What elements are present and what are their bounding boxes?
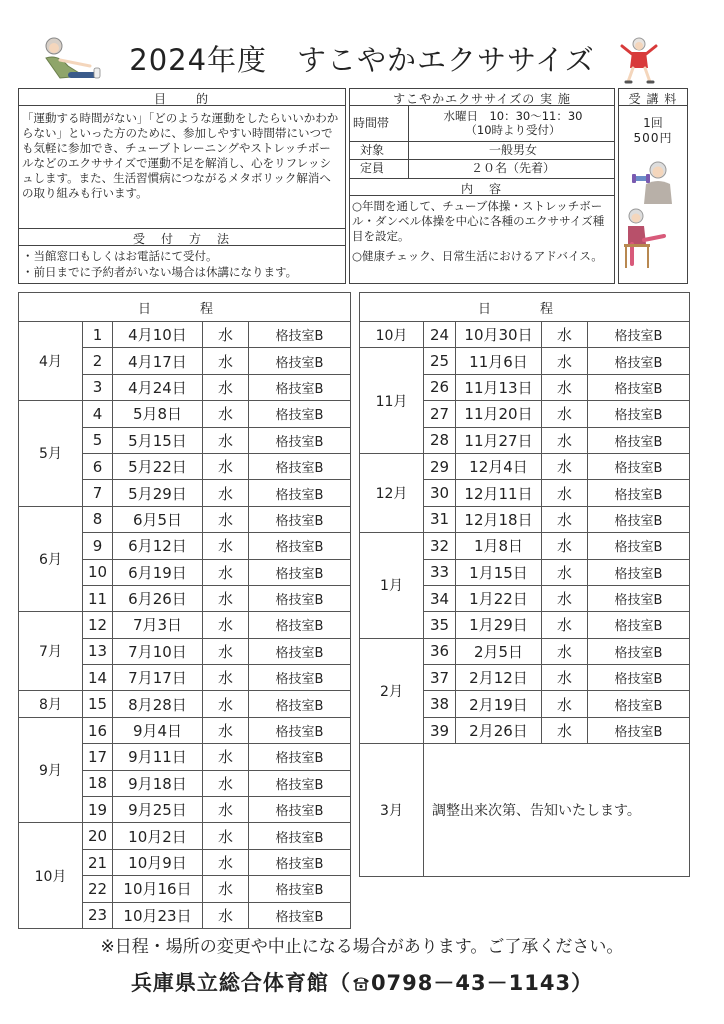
purpose-heading: 目 的: [153, 92, 210, 106]
session-room: 格技室B: [588, 480, 690, 506]
session-room: 格技室B: [588, 691, 690, 717]
month-cell: 12月: [360, 453, 424, 532]
table-row: [360, 453, 690, 479]
capacity-value: ２０名（先着）: [470, 161, 555, 175]
session-weekday: 水: [203, 717, 249, 743]
session-number: 19: [83, 797, 113, 823]
schedule-table-left: [18, 292, 351, 929]
session-date: 7月17日: [113, 665, 203, 691]
session-date: 10月9日: [113, 849, 203, 875]
content-item: ○年間を通して、チューブ体操・ストレッチボール・ダンベル体操を中心に各種のエクササイズ種目を設定。: [352, 199, 605, 243]
phone-icon: [351, 974, 371, 992]
session-date: 5月29日: [113, 480, 203, 506]
session-room: 格技室B: [588, 348, 690, 374]
session-number: 5: [83, 427, 113, 453]
session-room: 格技室B: [588, 638, 690, 664]
reception-item: ・当館窓口もしくはお電話にて受付。: [22, 249, 218, 263]
session-date: 12月4日: [456, 453, 542, 479]
session-number: 16: [83, 717, 113, 743]
session-date: 7月3日: [113, 612, 203, 638]
session-room: 格技室B: [249, 638, 351, 664]
session-number: 23: [83, 902, 113, 928]
session-room: 格技室B: [588, 427, 690, 453]
session-room: 格技室B: [588, 506, 690, 532]
month-cell: 10月: [19, 823, 83, 929]
session-date: 7月10日: [113, 638, 203, 664]
page-title: 2024年度 すこやかエクササイズ: [129, 43, 595, 77]
fee-amount: 500円: [633, 131, 673, 145]
session-date: 1月29日: [456, 612, 542, 638]
purpose-text: 「運動する時間がない」「どのような運動をしたらいいかわからない」といった方のために、参加しやすい時間帯にいつでも気軽に参加でき、チューブトレーニングやストレッチボールなどのエクササイズで運動不足を解消し、心をリフレッシュします。また、生活習慣病につながるメタボリック解消への取り組みも行います。: [22, 111, 339, 200]
session-room: 格技室B: [249, 744, 351, 770]
session-date: 9月25日: [113, 797, 203, 823]
session-number: 9: [83, 533, 113, 559]
month-cell: 3月: [360, 744, 424, 877]
organization-name: 兵庫県立総合体育館: [130, 971, 329, 995]
session-number: 20: [83, 823, 113, 849]
session-weekday: 水: [203, 585, 249, 611]
session-number: 32: [424, 533, 456, 559]
month-cell: 1月: [360, 533, 424, 639]
session-weekday: 水: [203, 849, 249, 875]
table-row: [19, 322, 351, 348]
session-weekday: 水: [203, 506, 249, 532]
session-weekday: 水: [203, 533, 249, 559]
session-room: 格技室B: [588, 612, 690, 638]
session-date: 6月5日: [113, 506, 203, 532]
session-date: 4月10日: [113, 322, 203, 348]
session-weekday: 水: [203, 797, 249, 823]
session-date: 11月27日: [456, 427, 542, 453]
session-date: 10月23日: [113, 902, 203, 928]
month-cell: 4月: [19, 322, 83, 401]
session-room: 格技室B: [249, 717, 351, 743]
target-label: 対象: [360, 143, 385, 157]
session-weekday: 水: [542, 453, 588, 479]
session-date: 2月5日: [456, 638, 542, 664]
session-weekday: 水: [542, 559, 588, 585]
session-weekday: 水: [203, 665, 249, 691]
session-weekday: 水: [542, 533, 588, 559]
session-date: 4月17日: [113, 348, 203, 374]
session-date: 8月28日: [113, 691, 203, 717]
exercising-person-illustration: [618, 36, 660, 86]
implementation-heading: すこやかエクササイズの 実 施: [393, 92, 571, 106]
capacity-label: 定員: [360, 161, 385, 175]
session-number: 18: [83, 770, 113, 796]
session-room: 格技室B: [249, 876, 351, 902]
table-row: [360, 533, 690, 559]
session-number: 37: [424, 665, 456, 691]
session-number: 3: [83, 374, 113, 400]
session-number: 12: [83, 612, 113, 638]
session-date: 1月8日: [456, 533, 542, 559]
session-number: 30: [424, 480, 456, 506]
session-number: 8: [83, 506, 113, 532]
session-room: 格技室B: [249, 506, 351, 532]
session-date: 12月18日: [456, 506, 542, 532]
session-weekday: 水: [203, 612, 249, 638]
session-room: 格技室B: [588, 401, 690, 427]
session-room: 格技室B: [249, 533, 351, 559]
session-weekday: 水: [203, 691, 249, 717]
session-number: 11: [83, 585, 113, 611]
session-date: 10月16日: [113, 876, 203, 902]
session-weekday: 水: [542, 612, 588, 638]
session-room: 格技室B: [249, 427, 351, 453]
session-number: 6: [83, 453, 113, 479]
session-number: 29: [424, 453, 456, 479]
session-weekday: 水: [203, 453, 249, 479]
session-room: 格技室B: [249, 691, 351, 717]
session-room: 格技室B: [249, 559, 351, 585]
schedule-table-right: [359, 292, 690, 877]
session-number: 24: [424, 322, 456, 348]
table-row: [19, 691, 351, 717]
session-date: 4月24日: [113, 374, 203, 400]
session-weekday: 水: [542, 717, 588, 743]
table-row: [19, 823, 351, 849]
session-weekday: 水: [203, 823, 249, 849]
session-weekday: 水: [203, 348, 249, 374]
session-weekday: 水: [542, 585, 588, 611]
session-number: 1: [83, 322, 113, 348]
month-cell: 5月: [19, 401, 83, 507]
session-date: 5月22日: [113, 453, 203, 479]
session-room: 格技室B: [588, 322, 690, 348]
session-number: 25: [424, 348, 456, 374]
session-room: 格技室B: [249, 453, 351, 479]
session-room: 格技室B: [249, 480, 351, 506]
stretching-person-illustration: [38, 36, 102, 86]
session-weekday: 水: [203, 322, 249, 348]
session-date: 2月26日: [456, 717, 542, 743]
session-room: 格技室B: [249, 348, 351, 374]
session-date: 5月15日: [113, 427, 203, 453]
dumbbell-person-illustration: [628, 158, 682, 204]
session-weekday: 水: [203, 744, 249, 770]
session-room: 格技室B: [249, 797, 351, 823]
session-date: 5月8日: [113, 401, 203, 427]
session-number: 4: [83, 401, 113, 427]
session-date: 1月22日: [456, 585, 542, 611]
session-number: 22: [83, 876, 113, 902]
march-announcement: 調整出来次第、告知いたします。: [424, 744, 690, 877]
session-date: 6月12日: [113, 533, 203, 559]
session-number: 17: [83, 744, 113, 770]
content-item: ○健康チェック、日常生活におけるアドバイス。: [352, 249, 603, 263]
month-cell: 11月: [360, 348, 424, 454]
session-weekday: 水: [203, 770, 249, 796]
session-number: 21: [83, 849, 113, 875]
month-cell: 6月: [19, 506, 83, 612]
table-row: [360, 744, 690, 877]
table-row: [19, 612, 351, 638]
session-date: 2月19日: [456, 691, 542, 717]
target-value: 一般男女: [488, 143, 537, 157]
session-room: 格技室B: [249, 665, 351, 691]
session-weekday: 水: [542, 322, 588, 348]
session-room: 格技室B: [249, 612, 351, 638]
table-row: [19, 717, 351, 743]
table-row: [360, 638, 690, 664]
session-number: 15: [83, 691, 113, 717]
table-row: [19, 401, 351, 427]
content-heading: 内 容: [460, 182, 503, 196]
time-label: 時間帯: [353, 116, 390, 130]
session-weekday: 水: [203, 427, 249, 453]
session-weekday: 水: [542, 638, 588, 664]
session-weekday: 水: [542, 427, 588, 453]
paren-close: ）: [571, 971, 594, 995]
session-number: 10: [83, 559, 113, 585]
organization-contact: [0, 967, 724, 997]
month-cell: 9月: [19, 717, 83, 823]
session-weekday: 水: [203, 374, 249, 400]
session-room: 格技室B: [249, 823, 351, 849]
session-number: 13: [83, 638, 113, 664]
session-room: 格技室B: [249, 401, 351, 427]
session-number: 7: [83, 480, 113, 506]
session-weekday: 水: [542, 374, 588, 400]
session-weekday: 水: [203, 876, 249, 902]
chair-exercise-illustration: [622, 206, 666, 270]
session-weekday: 水: [203, 638, 249, 664]
schedule-change-note: ※日程・場所の変更や中止になる場合があります。ご了承ください。: [100, 937, 624, 957]
session-number: 14: [83, 665, 113, 691]
session-date: 9月11日: [113, 744, 203, 770]
paren-open: （: [328, 971, 351, 995]
session-weekday: 水: [542, 348, 588, 374]
session-date: 10月30日: [456, 322, 542, 348]
session-room: 格技室B: [249, 374, 351, 400]
session-weekday: 水: [542, 506, 588, 532]
session-date: 10月2日: [113, 823, 203, 849]
session-weekday: 水: [542, 665, 588, 691]
fee-unit: 1回: [643, 116, 663, 130]
session-weekday: 水: [542, 691, 588, 717]
session-date: 11月13日: [456, 374, 542, 400]
session-date: 11月20日: [456, 401, 542, 427]
month-cell: 7月: [19, 612, 83, 691]
session-number: 28: [424, 427, 456, 453]
session-number: 35: [424, 612, 456, 638]
month-cell: 10月: [360, 322, 424, 348]
table-row: [360, 322, 690, 348]
session-room: 格技室B: [249, 322, 351, 348]
session-date: 6月19日: [113, 559, 203, 585]
session-number: 27: [424, 401, 456, 427]
session-room: 格技室B: [588, 533, 690, 559]
session-room: 格技室B: [588, 717, 690, 743]
session-number: 2: [83, 348, 113, 374]
session-room: 格技室B: [588, 374, 690, 400]
table-row: [19, 506, 351, 532]
reception-heading: 受 付 方 法: [132, 232, 231, 246]
session-number: 34: [424, 585, 456, 611]
session-room: 格技室B: [588, 665, 690, 691]
session-weekday: 水: [203, 480, 249, 506]
time-reception-note: （10時より受付）: [465, 123, 561, 137]
session-date: 9月18日: [113, 770, 203, 796]
phone-number: 0798－43－1143: [370, 971, 572, 995]
session-number: 36: [424, 638, 456, 664]
month-cell: 2月: [360, 638, 424, 744]
session-room: 格技室B: [249, 902, 351, 928]
session-number: 33: [424, 559, 456, 585]
session-date: 9月4日: [113, 717, 203, 743]
session-date: 6月26日: [113, 585, 203, 611]
session-date: 2月12日: [456, 665, 542, 691]
session-date: 11月6日: [456, 348, 542, 374]
session-date: 1月15日: [456, 559, 542, 585]
session-number: 38: [424, 691, 456, 717]
fee-heading: 受 講 料: [628, 92, 678, 106]
schedule-heading: 日 程: [360, 293, 690, 322]
time-value: 水曜日 10：30～11：30: [443, 109, 583, 123]
session-room: 格技室B: [588, 585, 690, 611]
session-weekday: 水: [203, 559, 249, 585]
session-weekday: 水: [542, 401, 588, 427]
session-weekday: 水: [203, 902, 249, 928]
session-room: 格技室B: [249, 849, 351, 875]
schedule-heading: 日 程: [19, 293, 351, 322]
session-weekday: 水: [542, 480, 588, 506]
session-room: 格技室B: [588, 453, 690, 479]
session-room: 格技室B: [249, 770, 351, 796]
table-row: [360, 348, 690, 374]
reception-item: ・前日までに予約者がいない場合は休講になります。: [22, 265, 298, 279]
session-number: 39: [424, 717, 456, 743]
session-room: 格技室B: [249, 585, 351, 611]
session-number: 26: [424, 374, 456, 400]
session-date: 12月11日: [456, 480, 542, 506]
session-weekday: 水: [203, 401, 249, 427]
session-number: 31: [424, 506, 456, 532]
month-cell: 8月: [19, 691, 83, 717]
session-room: 格技室B: [588, 559, 690, 585]
